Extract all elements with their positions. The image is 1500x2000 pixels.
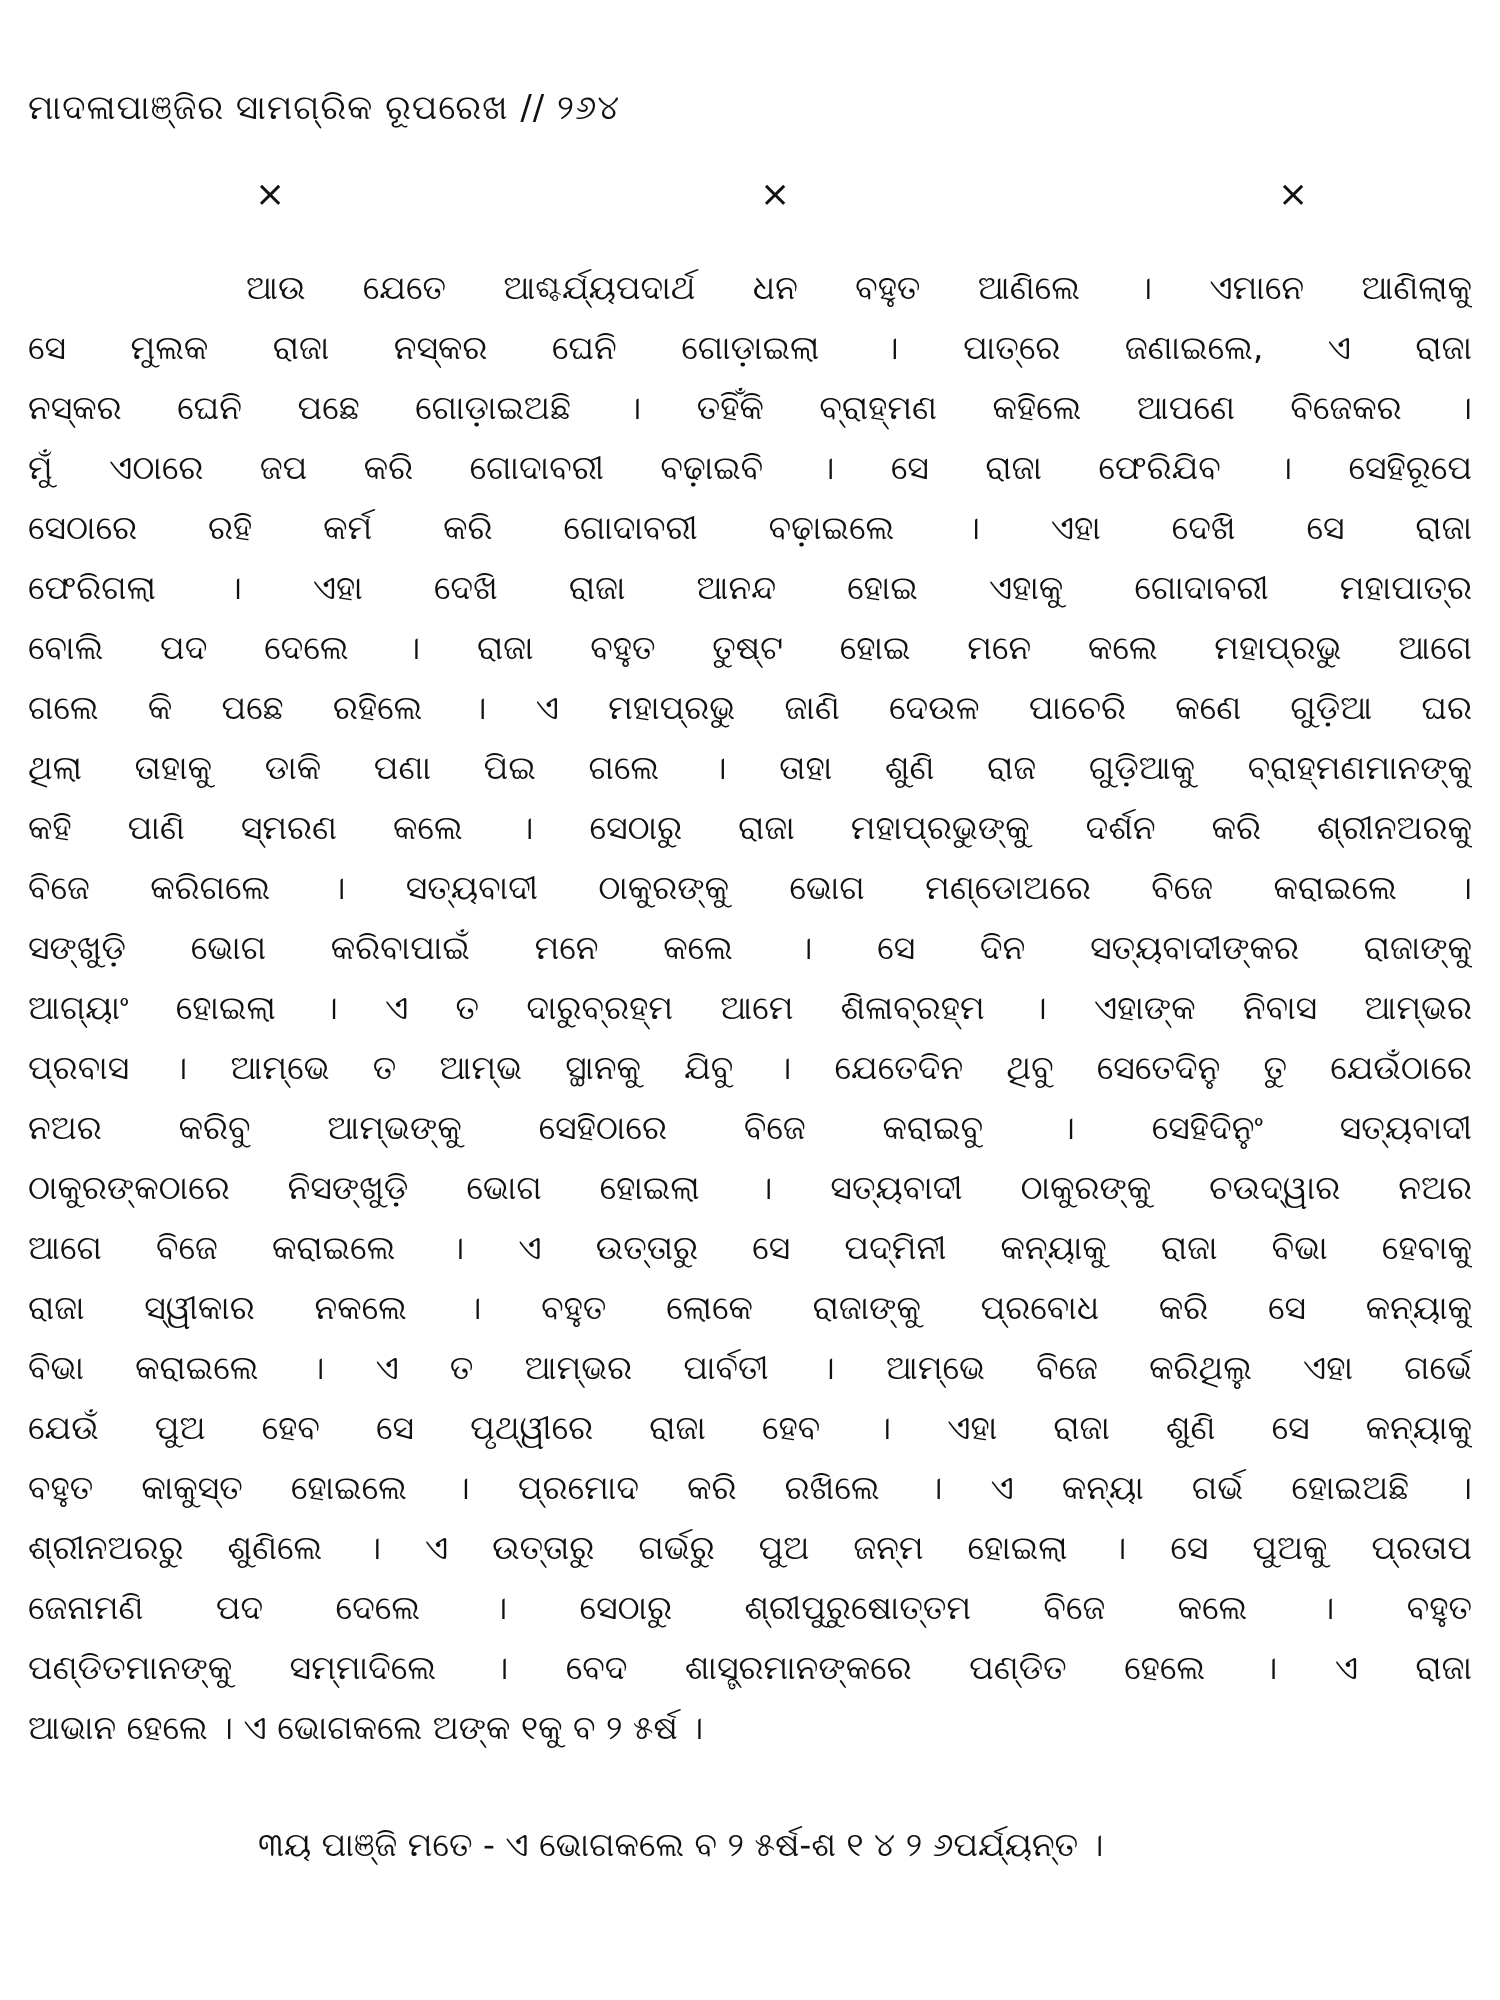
text-line: ଆଗେ ବିଜେ କରାଇଲେ । ଏ ଉତ୍ତାରୁ ସେ ପଦ୍ମିନୀ କନ୍ୟାକୁ ରାଜା ବିଭା ହେବାକୁ <box>28 1228 1472 1267</box>
text-line: ରାଜା ସ୍ୱୀକାର ନକଲେ । ବହୁତ ଲୋକେ ରାଜାଙ୍କୁ ପ୍ରବୋଧ କରି ସେ କନ୍ୟାକୁ <box>28 1288 1472 1327</box>
text-line: ମୁଁ ଏଠାରେ ଜପ କରି ଗୋଦାବରୀ ବଢ଼ାଇବି । ସେ ରାଜା ଫେରିଯିବ । ସେହିରୂପେ <box>28 448 1472 487</box>
closing-line: ୩ୟ ପାଞ୍ଜି ମତେ - ଏ ଭୋଗକଲେ ବ ୨ ୫ର୍ଷ-ଶ ୧ ୪ ୨ ୬ପର୍ଯ୍ୟନ୍ତ । <box>258 1825 1104 1864</box>
text-line: ଗଲେ କି ପଛେ ରହିଲେ । ଏ ମହାପ୍ରଭୁ ଜାଣି ଦେଉଳ ପାଚେରି କଣେ ଗୁଡ଼ିଆ ଘର <box>28 688 1472 727</box>
text-line: ସେ ମୁଲକ ରାଜା ନସ୍କର ଘେନି ଗୋଡ଼ାଇଲା । ପାତ୍ରେ ଜଣାଇଲେ, ଏ ରାଜା <box>28 328 1472 367</box>
text-line: ବିଭା କରାଇଲେ । ଏ ତ ଆମ୍ଭର ପାର୍ବତୀ । ଆମ୍ଭେ ବିଜେ କରିଥିଲୁ ଏହା ଗର୍ଭେ <box>28 1348 1472 1387</box>
section-separator <box>0 175 1500 215</box>
text-line: ପଣ୍ଡିତମାନଙ୍କୁ ସମ୍ମାଦିଲେ । ବେଦ ଶାସ୍ତ୍ରମାନଙ୍କରେ ପଣ୍ଡିତ ହେଲେ । ଏ ରାଜା <box>28 1648 1472 1687</box>
text-line: ବିଜେ କରିଗଲେ । ସତ୍ୟବାଦୀ ଠାକୁରଙ୍କୁ ଭୋଗ ମଣ୍ଡୋଅରେ ବିଜେ କରାଇଲେ । <box>28 868 1472 907</box>
text-line: ଆଉ ଯେତେ ଆଶ୍ଚର୍ଯ୍ୟପଦାର୍ଥ ଧନ ବହୁତ ଆଣିଲେ । ଏମାନେ ଆଣିଲାକୁ <box>246 268 1472 307</box>
text-line: ପ୍ରବାସ । ଆମ୍ଭେ ତ ଆମ୍ଭ ସ୍ଥାନକୁ ଯିବୁ । ଯେତେଦିନ ଥିବୁ ସେତେଦିନୁ ତୁ ଯେଉଁଠାରେ <box>28 1048 1472 1087</box>
text-line: କହି ପାଣି ସ୍ମରଣ କଲେ । ସେଠାରୁ ରାଜା ମହାପ୍ରଭୁଙ୍କୁ ଦର୍ଶନ କରି ଶ୍ରୀନଅରକୁ <box>28 808 1472 847</box>
separator-mark: × <box>255 174 286 215</box>
separator-mark: × <box>760 174 791 215</box>
text-line: ଥିଲା ତାହାକୁ ଡାକି ପଣା ପିଇ ଗଲେ । ତାହା ଶୁଣି ରାଜ ଗୁଡ଼ିଆକୁ ବ୍ରାହ୍ମଣମାନଙ୍କୁ <box>28 748 1472 787</box>
running-head: ମାଦଳାପାଞ୍ଜିର ସାମଗ୍ରିକ ରୂପରେଖ // ୨୬୪ <box>28 88 621 128</box>
text-line: ଫେରିଗଲା । ଏହା ଦେଖି ରାଜା ଆନନ୍ଦ ହୋଇ ଏହାକୁ ଗୋଦାବରୀ ମହାପାତ୍ର <box>28 568 1472 607</box>
text-line: ବହୁତ କାକୁସ୍ତ ହୋଇଲେ । ପ୍ରମୋଦ କରି ରଖିଲେ । ଏ କନ୍ୟା ଗର୍ଭ ହୋଇଅଛି । <box>28 1468 1472 1507</box>
separator-mark: × <box>1278 174 1309 215</box>
text-line: ଠାକୁରଙ୍କଠାରେ ନିସଙ୍ଖୁଡ଼ି ଭୋଗ ହୋଇଲା । ସତ୍ୟବାଦୀ ଠାକୁରଙ୍କୁ ଚଉଦ୍ୱାର ନଅର <box>28 1168 1472 1207</box>
body-paragraph <box>28 258 1472 1758</box>
text-line: ଆଭାନ ହେଲେ । ଏ ଭୋଗକଲେ ଅଙ୍କ ୧କୁ ବ ୨ ୫ର୍ଷ । <box>28 1708 704 1747</box>
text-line: ନଅର କରିବୁ ଆମ୍ଭଙ୍କୁ ସେହିଠାରେ ବିଜେ କରାଇବୁ । ସେହିଦିନୁଂ ସତ୍ୟବାଦୀ <box>28 1108 1472 1147</box>
text-line: ଆଗ୍ୟାଂ ହୋଇଲା । ଏ ତ ଦାରୁବ୍ରହ୍ମ ଆମେ ଶିଳାବ୍ରହ୍ମ । ଏହାଙ୍କ ନିବାସ ଆମ୍ଭର <box>28 988 1472 1027</box>
text-line: ସଙ୍ଖୁଡ଼ି ଭୋଗ କରିବାପାଇଁ ମନେ କଲେ । ସେ ଦିନ ସତ୍ୟବାଦୀଙ୍କର ରାଜାଙ୍କୁ <box>28 928 1472 967</box>
text-line: ନସ୍କର ଘେନି ପଛେ ଗୋଡ଼ାଇଅଛି । ତହିଁକି ବ୍ରାହ୍ମଣ କହିଲେ ଆପଣେ ବିଜେକର । <box>28 388 1472 427</box>
text-line: ସେଠାରେ ରହି କର୍ମ କରି ଗୋଦାବରୀ ବଢ଼ାଇଲେ । ଏହା ଦେଖି ସେ ରାଜା <box>28 508 1472 547</box>
text-line: ଯେଉଁ ପୁଅ ହେବ ସେ ପୃଥ୍ୱୀରେ ରାଜା ହେବ । ଏହା ରାଜା ଶୁଣି ସେ କନ୍ୟାକୁ <box>28 1408 1472 1447</box>
text-line: ଶ୍ରୀନଅରରୁ ଶୁଣିଲେ । ଏ ଉତ୍ତାରୁ ଗର୍ଭରୁ ପୁଅ ଜନ୍ମ ହୋଇଲା । ସେ ପୁଅକୁ ପ୍ରତାପ <box>28 1528 1472 1567</box>
text-line: ଜେନାମଣି ପଦ ଦେଲେ । ସେଠାରୁ ଶ୍ରୀପୁରୁଷୋତ୍ତମ ବିଜେ କଲେ । ବହୁତ <box>28 1588 1472 1627</box>
text-line: ବୋଲି ପଦ ଦେଲେ । ରାଜା ବହୁତ ତୁଷ୍ଟ ହୋଇ ମନେ କଲେ ମହାପ୍ରଭୁ ଆଗେ <box>28 628 1472 667</box>
